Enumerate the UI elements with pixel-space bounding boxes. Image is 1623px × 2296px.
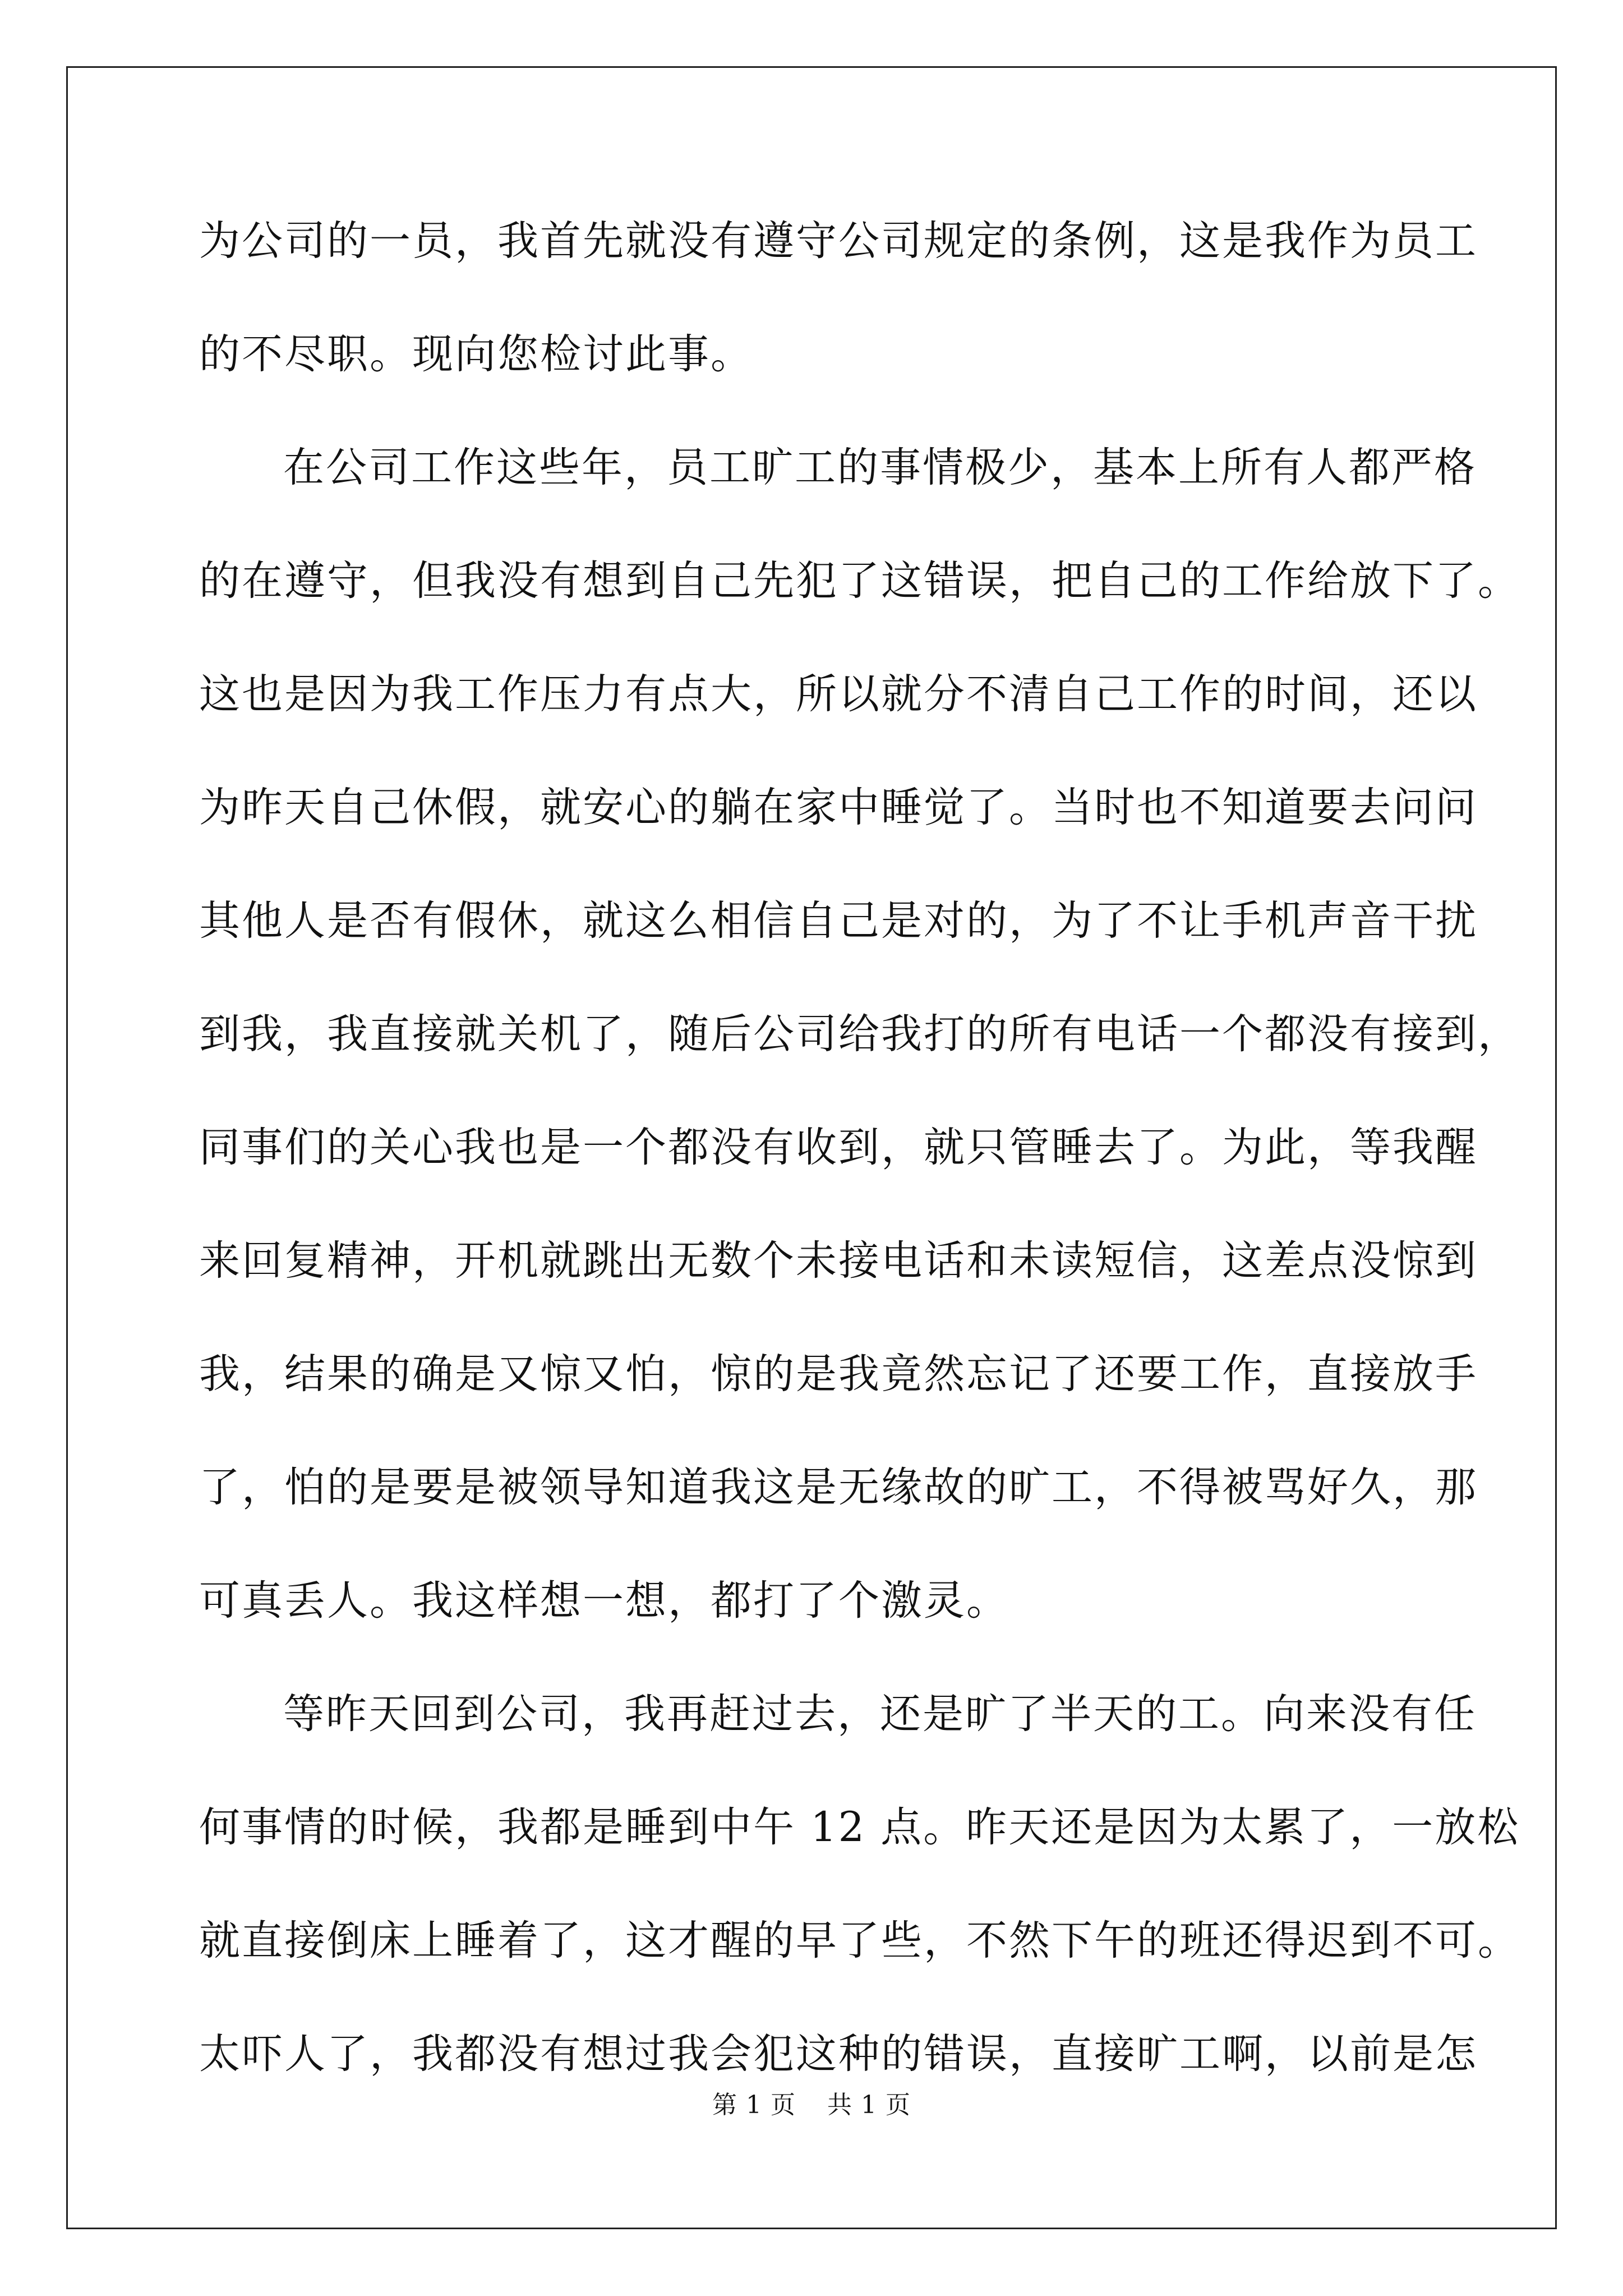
text-line: 就直接倒床上睡着了，这才醒的早了些，不然下午的班还得迟到不可。 <box>199 1917 1520 1964</box>
page-footer <box>0 2091 1623 2119</box>
page-number: 第 1 页 <box>712 2091 796 2119</box>
text-line: 等昨天回到公司，我再赶过去，还是旷了半天的工。向来没有任 <box>283 1690 1477 1738</box>
text-line: 的不尽职。现向您检讨此事。 <box>199 330 753 378</box>
text-line: 其他人是否有假休，就这么相信自己是对的，为了不让手机声音干扰 <box>199 897 1478 945</box>
text-line: 可真丢人。我这样想一想，都打了个激灵。 <box>199 1577 1009 1625</box>
text-line: 何事情的时候，我都是睡到中午 12 点。昨天还是因为太累了，一放松 <box>199 1803 1520 1851</box>
text-line: 在公司工作这些年，员工旷工的事情极少，基本上所有人都严格 <box>283 444 1477 491</box>
text-line: 这也是因为我工作压力有点大，所以就分不清自己工作的时间，还以 <box>199 670 1478 718</box>
text-line: 来回复精神，开机就跳出无数个未接电话和未读短信，这差点没惊到 <box>199 1237 1478 1285</box>
text-line: 了，怕的是要是被领导知道我这是无缘故的旷工，不得被骂好久，那 <box>199 1464 1478 1511</box>
text-line: 我，结果的确是又惊又怕，惊的是我竟然忘记了还要工作，直接放手 <box>199 1350 1478 1398</box>
page-count: 共 1 页 <box>827 2091 911 2119</box>
text-line: 太吓人了，我都没有想过我会犯这种的错误，直接旷工啊，以前是怎 <box>199 2030 1478 2078</box>
document-body <box>199 217 1520 2145</box>
text-line: 为公司的一员，我首先就没有遵守公司规定的条例，这是我作为员工 <box>199 217 1478 265</box>
text-line: 为昨天自己休假，就安心的躺在家中睡觉了。当时也不知道要去问问 <box>199 784 1478 831</box>
text-line: 同事们的关心我也是一个都没有收到，就只管睡去了。为此，等我醒 <box>199 1124 1478 1171</box>
text-line: 的在遵守，但我没有想到自己先犯了这错误，把自己的工作给放下了。 <box>199 557 1520 605</box>
text-line: 到我，我直接就关机了，随后公司给我打的所有电话一个都没有接到， <box>199 1010 1520 1058</box>
